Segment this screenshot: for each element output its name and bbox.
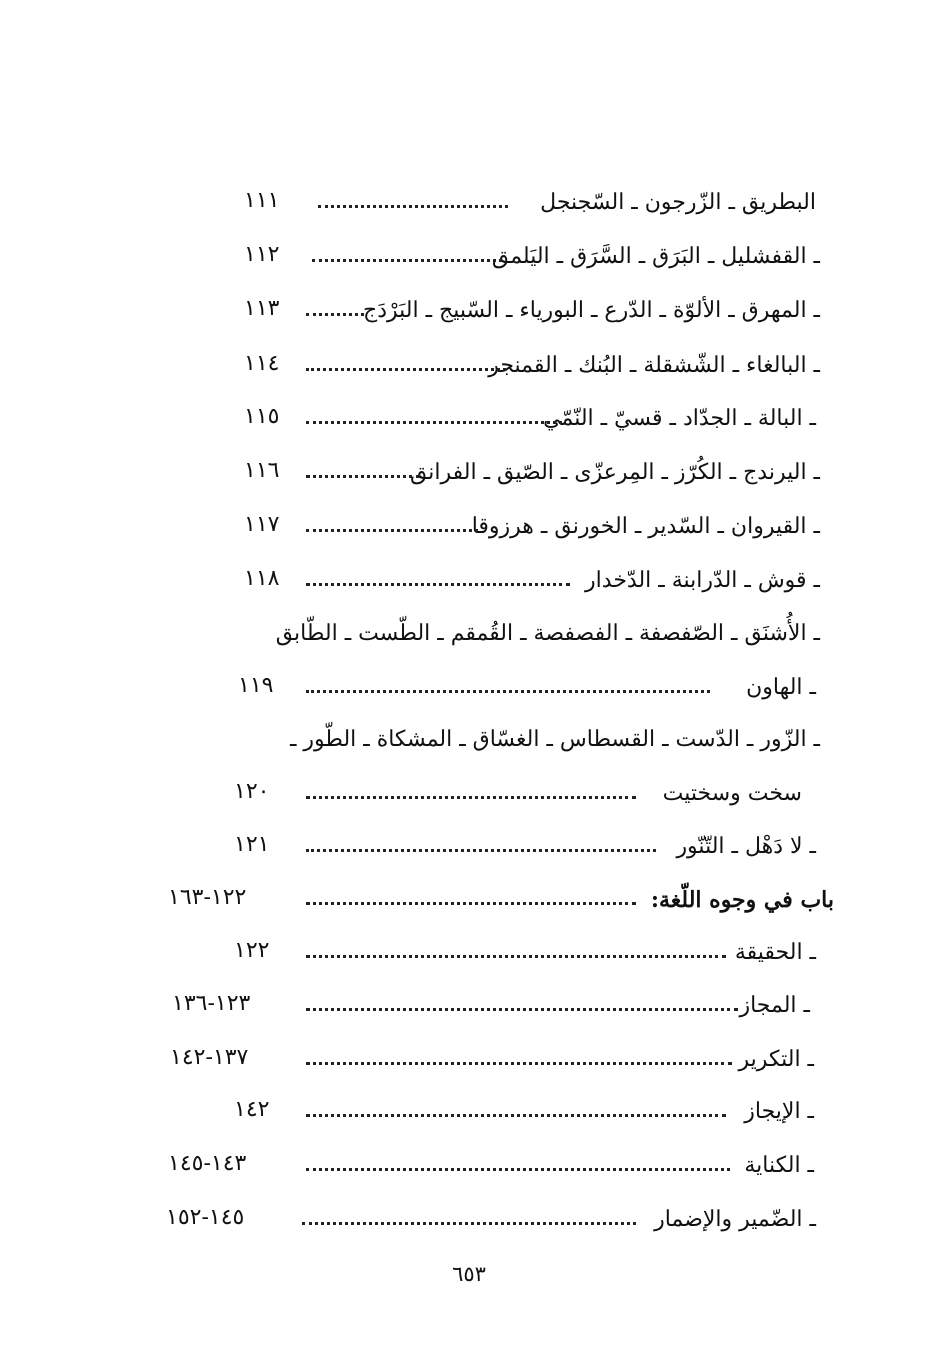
dot-leader (312, 259, 502, 262)
dot-leader (306, 849, 656, 852)
toc-row (0, 346, 938, 386)
toc-entry-text: ـ القيروان ـ السّدير ـ الخورنق ـ هرزوقا (471, 514, 820, 539)
toc-row (0, 1200, 938, 1240)
toc-entry-text: سخت وسختيت (662, 781, 802, 806)
toc-row (0, 399, 938, 439)
toc-entry-text: ـ لا دَهْل ـ التّنّور (676, 834, 816, 859)
toc-heading-text: باب في وجوه اللّغة: (650, 887, 834, 913)
toc-row (0, 933, 938, 973)
toc-entry-text: ـ الهاون (746, 675, 816, 700)
toc-row (0, 720, 938, 760)
toc-page-ref: ١١٦ (244, 458, 280, 483)
toc-entry-text: ـ الحقيقة (734, 940, 816, 965)
toc-page-ref: ١١٣ (244, 296, 280, 321)
toc-row (0, 1092, 938, 1132)
toc-page-ref: ١٢١ (234, 832, 270, 857)
dot-leader (306, 902, 636, 905)
dot-leader (306, 475, 420, 478)
dot-leader (306, 955, 726, 958)
toc-row (0, 507, 938, 547)
dot-leader (306, 796, 636, 799)
toc-entry-text: ـ الإيجاز (744, 1099, 814, 1124)
dot-leader (318, 205, 508, 208)
toc-row (0, 774, 938, 814)
toc-row (0, 668, 938, 708)
toc-page-ref: ١٢٣-١٣٦ (172, 991, 251, 1016)
dot-leader (306, 583, 570, 586)
toc-entry-text: ـ المجاز (739, 993, 810, 1018)
toc-page-ref: ١١٧ (244, 512, 280, 537)
toc-entry-text: ـ التكرير (738, 1047, 814, 1072)
toc-page-ref: ١١٥ (244, 404, 280, 429)
toc-page-ref: ١٣٧-١٤٢ (170, 1045, 249, 1070)
toc-row (0, 827, 938, 867)
dot-leader (306, 529, 478, 532)
toc-entry-text: ـ القفشليل ـ البَرَق ـ السَّرَق ـ اليَلمق (491, 244, 820, 269)
toc-page-ref: ١٢٠ (234, 779, 270, 804)
dot-leader (302, 1222, 636, 1225)
dot-leader (306, 1168, 730, 1171)
toc-row (0, 453, 938, 493)
toc-row (0, 291, 938, 331)
toc-row (0, 183, 938, 223)
toc-entry-text: ـ اليرندج ـ الكُرّز ـ المِرعزّى ـ الصّيق ـ الفرانق (409, 460, 820, 485)
toc-entry-text: ـ قوش ـ الدّرابنة ـ الدّخدار (585, 568, 820, 593)
dot-leader (306, 421, 562, 424)
dot-leader (306, 1008, 738, 1011)
toc-entry-text: ـ البالة ـ الجدّاد ـ قسيّ ـ النّمّي (543, 406, 816, 431)
toc-section-heading (0, 880, 938, 920)
toc-page-ref: ١١٩ (238, 673, 274, 698)
dot-leader (306, 313, 364, 316)
toc-entry-text: ـ الأُشنَق ـ الصّفصفة ـ الفصفصة ـ القُمقم ـ الطّست ـ الطّابق (275, 621, 820, 646)
toc-page-ref: ١٢٢-١٦٣ (168, 885, 247, 910)
toc-entry-text: ـ المهرق ـ الألوّة ـ الدّرع ـ البورياء ـ السّبيج ـ البَرْدَج (363, 298, 820, 323)
dot-leader (306, 1062, 732, 1065)
toc-page-ref: ١٤٢ (234, 1097, 270, 1122)
toc-page-ref: ١٤٥-١٥٢ (166, 1205, 245, 1230)
dot-leader (306, 1114, 726, 1117)
toc-page-ref: ١٤٣-١٤٥ (168, 1151, 247, 1176)
toc-row (0, 561, 938, 601)
toc-row (0, 237, 938, 277)
toc-entry-text: البطريق ـ الزّرجون ـ السّجنجل (540, 190, 816, 215)
dot-leader (306, 368, 506, 371)
toc-entry-text: ـ البالغاء ـ الشّشقلة ـ البُنك ـ القمنجر (488, 353, 820, 378)
toc-row (0, 1146, 938, 1186)
toc-row (0, 986, 938, 1026)
toc-entry-text: ـ الزّور ـ الدّست ـ القسطاس ـ الغسّاق ـ المشكاة ـ الطّور ـ (289, 727, 820, 752)
toc-page-ref: ١١٨ (244, 566, 280, 591)
toc-row (0, 614, 938, 654)
toc-entry-text: ـ الكناية (744, 1153, 814, 1178)
dot-leader (306, 690, 710, 693)
toc-page-ref: ١٢٢ (234, 938, 270, 963)
toc-row (0, 1040, 938, 1080)
page-number: ٦٥٣ (452, 1262, 486, 1286)
toc-page-ref: ١١٤ (244, 351, 280, 376)
toc-entry-text: ـ الضّمير والإضمار (654, 1207, 816, 1232)
toc-page-ref: ١١٢ (244, 242, 280, 267)
toc-page-ref: ١١١ (244, 188, 280, 213)
